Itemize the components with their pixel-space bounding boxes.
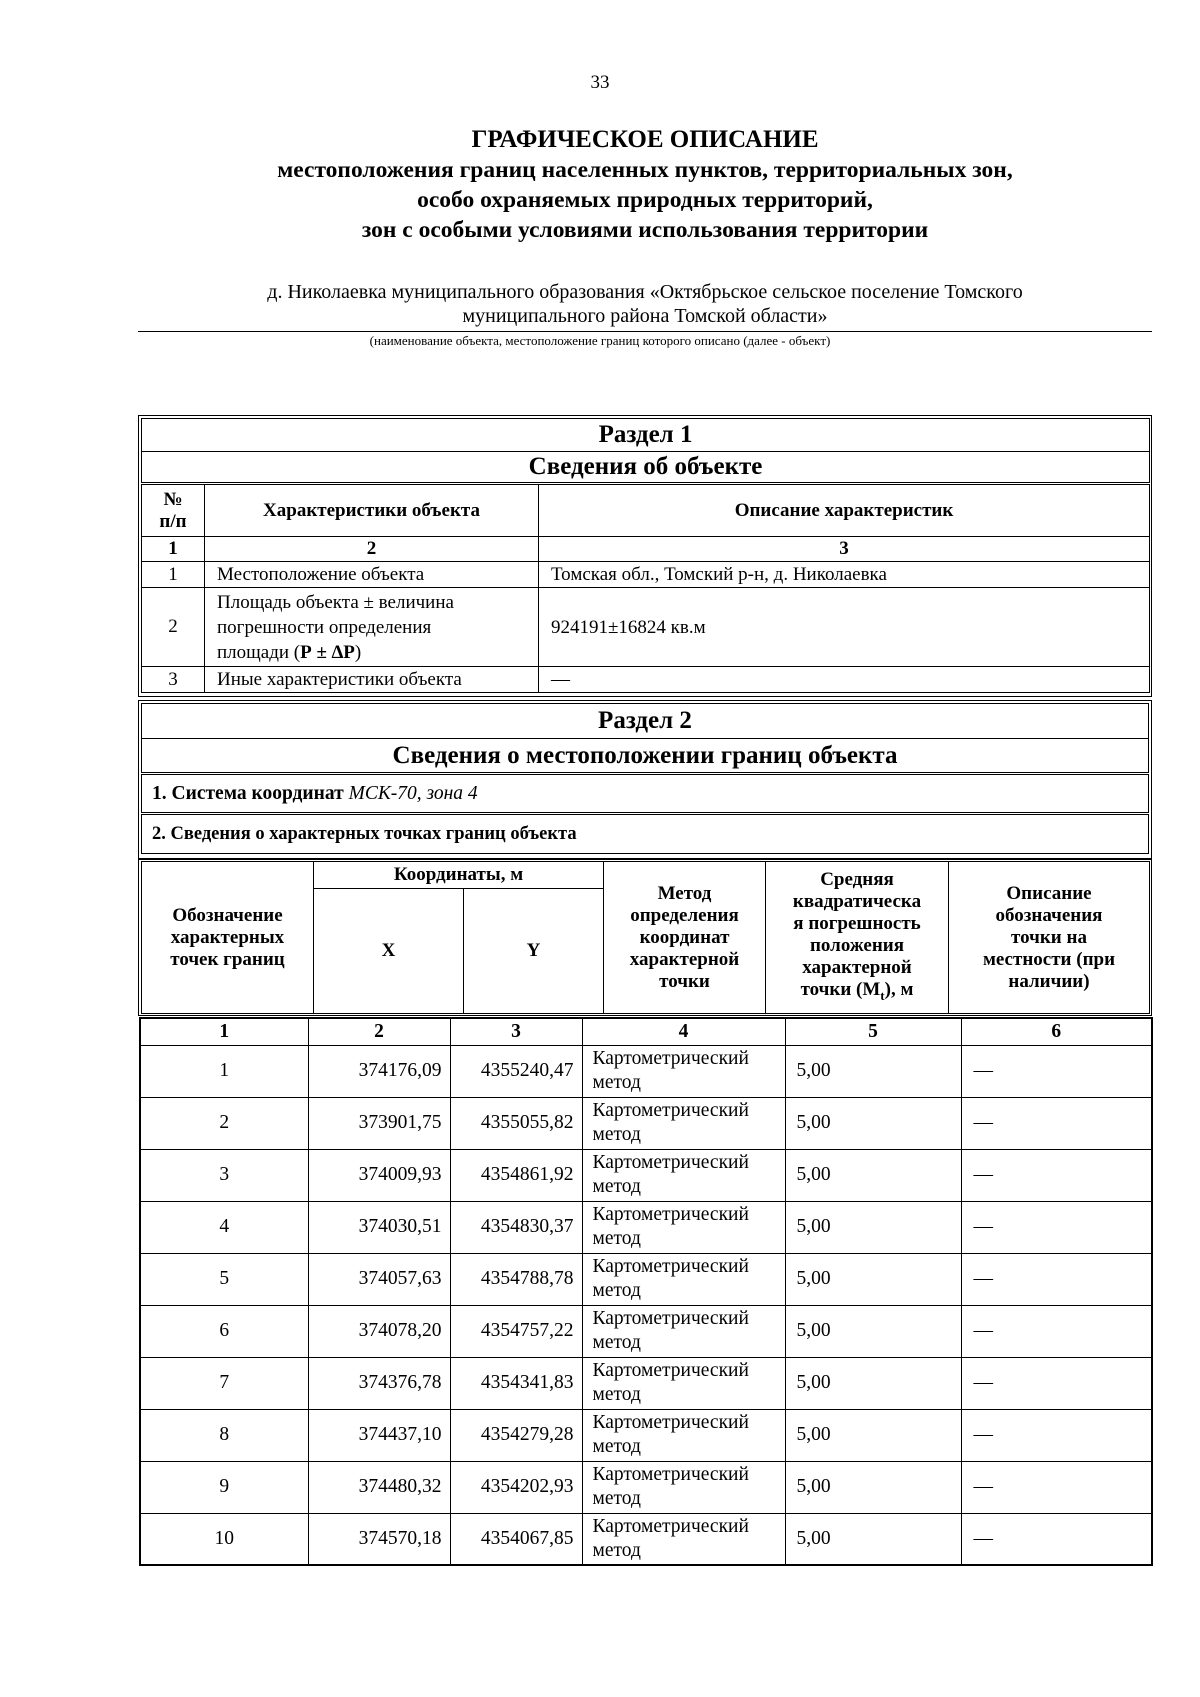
- point-error: 5,00: [785, 1097, 961, 1149]
- point-description: —: [961, 1201, 1152, 1253]
- point-row: [140, 1461, 1152, 1513]
- row-characteristic: [205, 588, 539, 667]
- row-characteristic: Иные характеристики объекта: [205, 667, 539, 693]
- section-2-subtitle: Сведения о местоположении границ объекта: [142, 739, 1149, 774]
- point-number: 6: [140, 1305, 308, 1357]
- area-formula: Р ± ∆Р: [300, 641, 355, 663]
- title-line-1: местоположения границ населенных пунктов, территориальных зон,: [277, 157, 1013, 183]
- point-y: 4355055,82: [450, 1097, 582, 1149]
- point-x: 374057,63: [308, 1253, 450, 1305]
- point-description: —: [961, 1513, 1152, 1565]
- row-characteristic: Местоположение объекта: [205, 562, 539, 588]
- point-error: 5,00: [785, 1253, 961, 1305]
- col-number-6: 6: [961, 1018, 1152, 1045]
- point-method-line-2: метод: [592, 1436, 641, 1457]
- point-method-line-1: Картометрический: [592, 1515, 749, 1537]
- col-number-1: 1: [140, 1018, 308, 1045]
- row-number: 2: [142, 588, 205, 667]
- header-number: [142, 484, 205, 537]
- area-label-line-1: Площадь объекта ± величина: [217, 591, 454, 613]
- point-error: 5,00: [785, 1201, 961, 1253]
- title-line-2: особо охраняемых природных территорий,: [417, 187, 873, 213]
- point-error: 5,00: [785, 1305, 961, 1357]
- points-label: 2. Сведения о характерных точках границ объекта: [142, 814, 1149, 854]
- document-title: [130, 124, 1160, 245]
- point-method-line-2: метод: [592, 1384, 641, 1405]
- point-row: [140, 1513, 1152, 1565]
- title-line-3: зон с особыми условиями использования территории: [361, 217, 929, 243]
- row-number: 3: [142, 667, 205, 693]
- col-number-2: 2: [308, 1018, 450, 1045]
- point-method-line-1: Картометрический: [592, 1464, 749, 1485]
- point-row: [140, 1045, 1152, 1097]
- point-y: 4354202,93: [450, 1461, 582, 1513]
- point-method-line-2: метод: [592, 1488, 641, 1509]
- header-error-unit: ), м: [884, 978, 914, 1000]
- col-number-4: 4: [582, 1018, 785, 1045]
- point-method-line-1: Картометрический: [592, 1048, 749, 1069]
- point-method: [582, 1513, 785, 1565]
- point-row: [140, 1201, 1152, 1253]
- point-x: 374376,78: [308, 1357, 450, 1409]
- object-name-line-2: муниципального района Томской области»: [462, 305, 828, 327]
- point-method: [582, 1045, 785, 1097]
- point-number: 9: [140, 1461, 308, 1513]
- coordinate-system: [142, 774, 1149, 814]
- point-method: [582, 1409, 785, 1461]
- point-number: 2: [140, 1097, 308, 1149]
- row-value: 924191±16824 кв.м: [539, 588, 1150, 667]
- point-row: [140, 1253, 1152, 1305]
- point-method-line-2: метод: [592, 1332, 641, 1353]
- point-method-line-2: метод: [592, 1228, 641, 1249]
- point-method-line-1: Картометрический: [592, 1256, 749, 1277]
- point-error: 5,00: [785, 1357, 961, 1409]
- point-description: —: [961, 1357, 1152, 1409]
- point-error: 5,00: [785, 1045, 961, 1097]
- point-x: 374480,32: [308, 1461, 450, 1513]
- point-y: 4354788,78: [450, 1253, 582, 1305]
- points-header-table: [141, 861, 1150, 1014]
- point-x: 374030,51: [308, 1201, 450, 1253]
- object-name-line-1: д. Николаевка муниципального образования «Октябрьское сельское поселение Томского: [267, 281, 1023, 303]
- header-number-text: № п/п: [159, 488, 187, 532]
- section-1-title: Раздел 1: [142, 419, 1150, 452]
- point-x: 374078,20: [308, 1305, 450, 1357]
- header-y: Y: [464, 889, 604, 1014]
- point-row: [140, 1409, 1152, 1461]
- point-y: 4354067,85: [450, 1513, 582, 1565]
- point-method: [582, 1097, 785, 1149]
- point-description: —: [961, 1253, 1152, 1305]
- header-error-subscript: t: [880, 987, 885, 1003]
- point-method: [582, 1253, 785, 1305]
- point-x: 374176,09: [308, 1045, 450, 1097]
- section-2-header-table: [141, 703, 1149, 854]
- point-method-line-2: метод: [592, 1072, 641, 1093]
- point-y: 4355240,47: [450, 1045, 582, 1097]
- point-y: 4354830,37: [450, 1201, 582, 1253]
- point-number: 10: [140, 1513, 308, 1565]
- point-method-line-2: метод: [592, 1539, 641, 1561]
- point-method-line-1: Картометрический: [592, 1152, 749, 1173]
- point-description: —: [961, 1045, 1152, 1097]
- point-error: 5,00: [785, 1149, 961, 1201]
- area-label-post: ): [354, 641, 362, 663]
- col-number-1: 1: [142, 537, 205, 562]
- point-description: —: [961, 1149, 1152, 1201]
- point-method: [582, 1461, 785, 1513]
- point-number: 1: [140, 1045, 308, 1097]
- header-point-description: [949, 862, 1150, 1014]
- area-label-line-2: погрешности определения: [217, 616, 432, 638]
- point-x: 373901,75: [308, 1097, 450, 1149]
- header-point-description-text: Описание обозначения точки на местности (при наличии): [982, 882, 1116, 992]
- point-y: 4354341,83: [450, 1357, 582, 1409]
- point-y: 4354279,28: [450, 1409, 582, 1461]
- header-coordinates: Координаты, м: [314, 862, 604, 889]
- point-method-line-2: метод: [592, 1124, 641, 1145]
- point-row: [140, 1305, 1152, 1357]
- row-value: —: [539, 667, 1150, 693]
- header-designation: [142, 862, 314, 1014]
- header-characteristic: Характеристики объекта: [205, 484, 539, 537]
- header-method: [604, 862, 766, 1014]
- point-error: 5,00: [785, 1461, 961, 1513]
- area-label-pre: площади (: [217, 641, 301, 663]
- point-method-line-2: метод: [592, 1280, 641, 1301]
- point-description: —: [961, 1409, 1152, 1461]
- point-number: 5: [140, 1253, 308, 1305]
- row-number: 1: [142, 562, 205, 588]
- point-method: [582, 1357, 785, 1409]
- area-label-line-3: [217, 640, 538, 665]
- points-table: [139, 1017, 1153, 1566]
- point-method-line-1: Картометрический: [592, 1100, 749, 1121]
- point-number: 3: [140, 1149, 308, 1201]
- point-method: [582, 1149, 785, 1201]
- col-number-5: 5: [785, 1018, 961, 1045]
- point-description: —: [961, 1305, 1152, 1357]
- point-error: 5,00: [785, 1409, 961, 1461]
- section-2-title: Раздел 2: [142, 704, 1149, 739]
- point-x: 374009,93: [308, 1149, 450, 1201]
- point-method-line-1: Картометрический: [592, 1204, 749, 1225]
- title-main: ГРАФИЧЕСКОЕ ОПИСАНИЕ: [471, 126, 819, 153]
- point-error: 5,00: [785, 1513, 961, 1565]
- header-method-text: Метод определения координат характерной точки: [629, 882, 740, 992]
- point-y: 4354861,92: [450, 1149, 582, 1201]
- header-error: [766, 862, 949, 1014]
- point-x: 374437,10: [308, 1409, 450, 1461]
- point-method-line-1: Картометрический: [592, 1412, 749, 1433]
- point-description: —: [961, 1097, 1152, 1149]
- object-name-caption: (наименование объекта, местоположение границ которого описано (далее - объект): [369, 333, 831, 348]
- point-row: [140, 1357, 1152, 1409]
- coordinate-system-value: МСК-70, зона 4: [348, 782, 478, 804]
- point-method-line-1: Картометрический: [592, 1308, 749, 1329]
- page-number: 33: [590, 72, 610, 93]
- point-method: [582, 1201, 785, 1253]
- coordinate-system-label: 1. Система координат: [152, 782, 344, 804]
- point-number: 4: [140, 1201, 308, 1253]
- object-name-underline: [138, 331, 1152, 332]
- col-number-2: 2: [205, 537, 539, 562]
- point-method: [582, 1305, 785, 1357]
- point-description: —: [961, 1461, 1152, 1513]
- point-row: [140, 1149, 1152, 1201]
- point-row: [140, 1097, 1152, 1149]
- row-value: Томская обл., Томский р-н, д. Николаевка: [539, 562, 1150, 588]
- object-name: [140, 280, 1150, 328]
- point-number: 8: [140, 1409, 308, 1461]
- point-y: 4354757,22: [450, 1305, 582, 1357]
- point-method-line-1: Картометрический: [592, 1360, 749, 1381]
- point-method-line-2: метод: [592, 1176, 641, 1197]
- header-description: Описание характеристик: [539, 484, 1150, 537]
- col-number-3: 3: [450, 1018, 582, 1045]
- header-x: X: [314, 889, 464, 1014]
- header-designation-text: Обозначение характерных точек границ: [170, 904, 285, 970]
- section-1-subtitle: Сведения об объекте: [142, 452, 1150, 484]
- col-number-3: 3: [539, 537, 1150, 562]
- section-1-table: [141, 418, 1150, 693]
- header-error-text: Средняя квадратическа я погрешность положения характерной точки (M: [792, 868, 922, 1000]
- point-number: 7: [140, 1357, 308, 1409]
- point-x: 374570,18: [308, 1513, 450, 1565]
